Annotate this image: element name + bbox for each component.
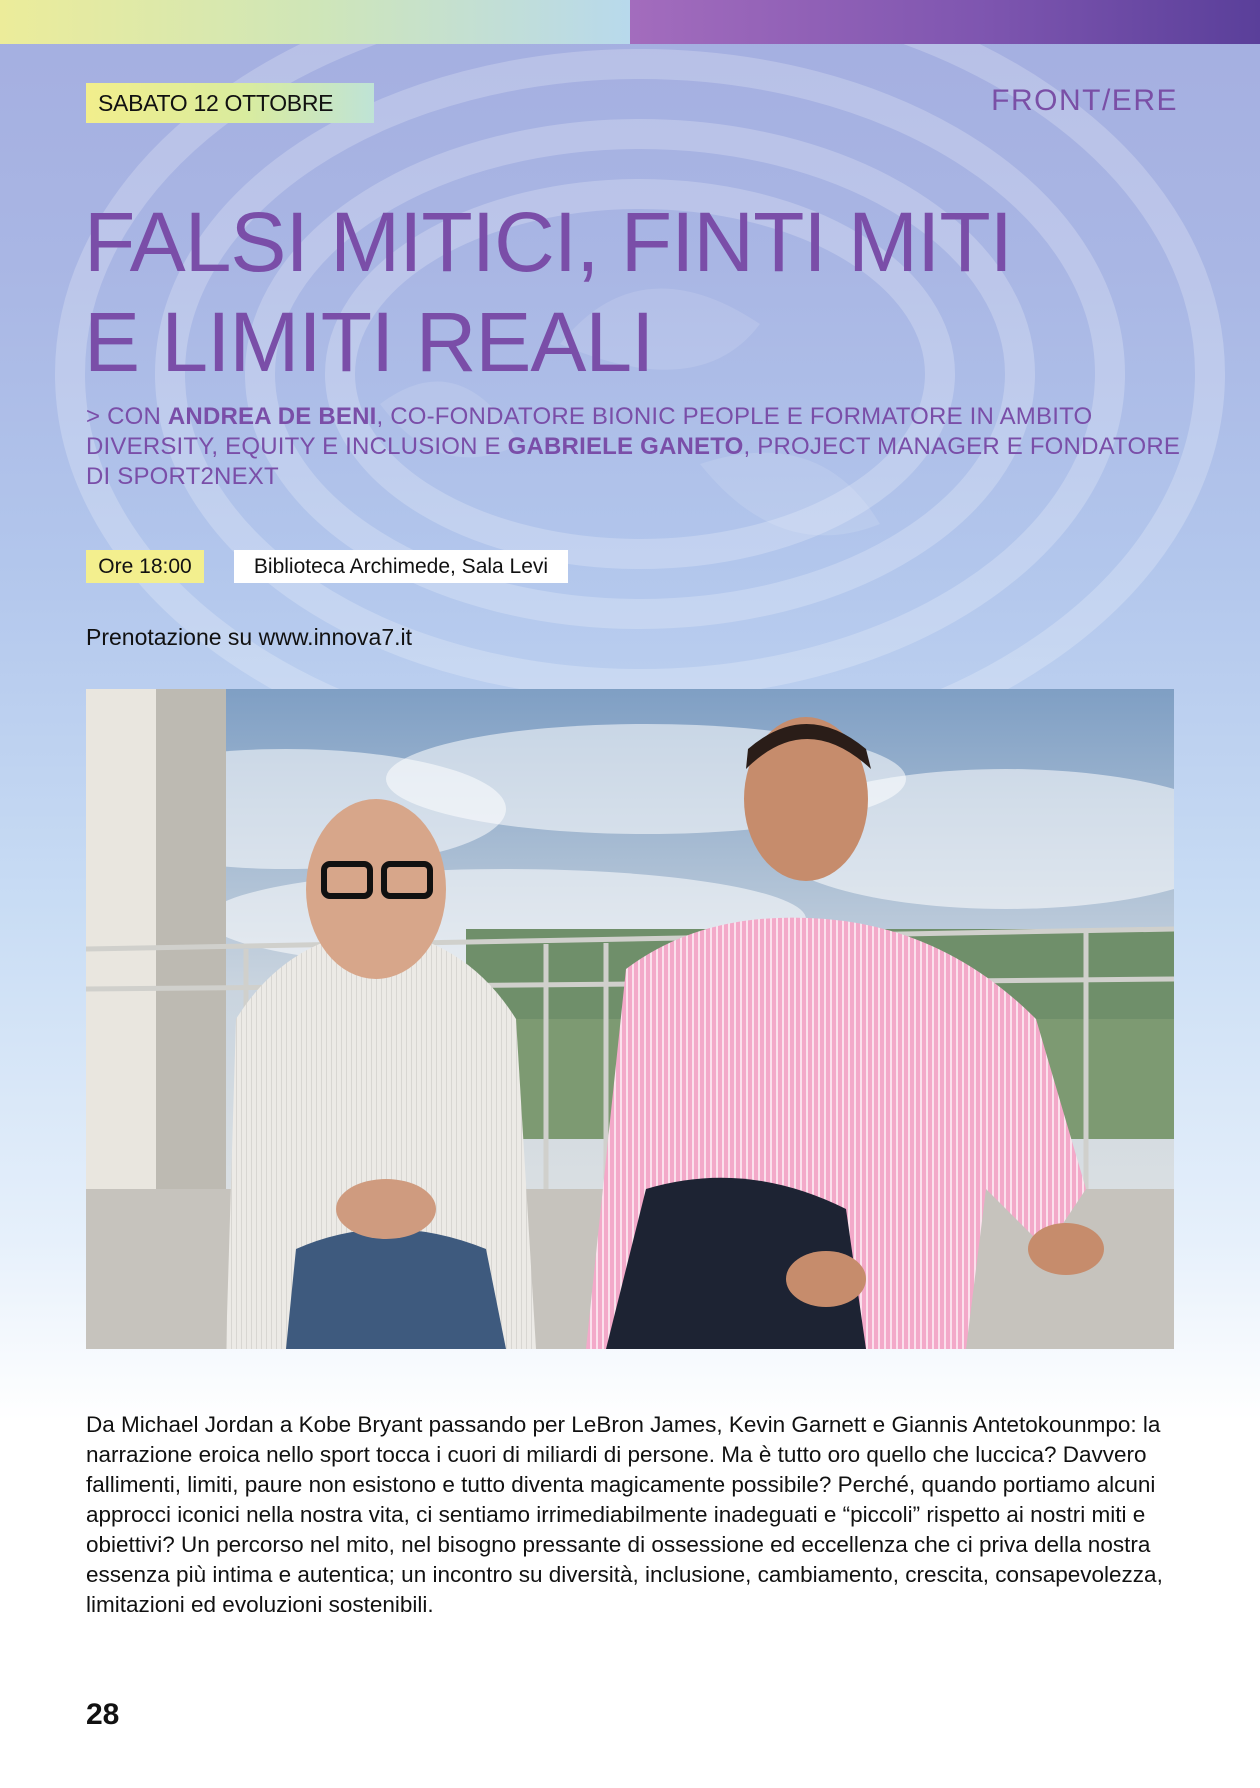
event-date-badge: SABATO 12 OTTOBRE (86, 83, 374, 123)
speakers-prefix: > CON (86, 403, 168, 430)
booking-info: Prenotazione su www.innova7.it (86, 624, 413, 650)
event-venue-badge: Biblioteca Archimede, Sala Levi (234, 550, 568, 583)
speaker-role-2: , PROJECT MANAGER E FONDATORE DI SPORT2NEXT (86, 433, 1181, 490)
speakers-photo-illustration (86, 689, 1174, 1349)
top-bar-right-gradient (630, 0, 1260, 44)
event-title (84, 192, 1184, 392)
top-color-bar (0, 0, 1260, 44)
event-title-line1: FALSI MITICI, FINTI MITI (84, 195, 1013, 289)
speaker-name-1: ANDREA DE BENI (167, 403, 377, 430)
speaker-role-1: , CO-FONDATORE BIONIC PEOPLE E FORMATORE IN AMBITO DIVERSITY, EQUITY E INCLUSION E (86, 403, 1093, 460)
event-time-badge: Ore 18:00 (86, 550, 204, 583)
festival-brand: FRONT/ERE (991, 84, 1178, 117)
event-speakers (86, 402, 1186, 492)
event-description: Da Michael Jordan a Kobe Bryant passando per LeBron James, Kevin Garnett e Giannis Antetokounmpo: la narrazione eroica nello sport tocca i cuori di miliardi di persone. Ma è tutto oro quello che luccica? Davvero fallimenti, limiti, paure non esistono e tutto diventa magicamente possibile? Perché, quando portiamo alcuni approcci iconici nella nostra vita, ci sentiamo irrimediabilmente inadeguati e “piccoli” rispetto ai nostri miti e obiettivi? Un percorso nel mito, nel bisogno pressante di ossessione ed eccellenza che ci priva della nostra essenza più intima e autentica; un incontro su diversità, inclusione, cambiamento, crescita, consapevolezza, limitazioni ed evoluzioni sostenibili. (86, 1412, 1163, 1617)
event-title-line2: E LIMITI REALI (84, 295, 654, 389)
speaker-name-2: GABRIELE GANETO (507, 433, 744, 460)
page-number: 28 (86, 1698, 120, 1731)
speakers-photo (86, 689, 1174, 1349)
top-bar-left-gradient (0, 0, 630, 44)
